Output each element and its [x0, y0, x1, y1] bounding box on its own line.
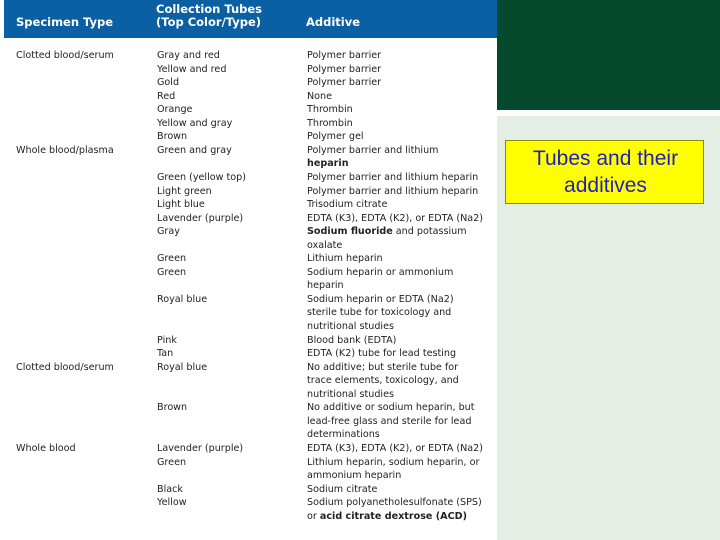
row-additive: Polymer barrier — [307, 50, 382, 61]
row-tube: Yellow and red — [157, 63, 227, 75]
row-tube: Gray — [157, 226, 180, 238]
row-additive: Blood bank (EDTA) — [307, 334, 397, 346]
row-additive: nutritional studies — [307, 321, 394, 332]
row-tube: Gray and red — [157, 50, 220, 61]
row-additive: Polymer barrier and lithium heparin — [307, 171, 479, 183]
row-additive: lead-free glass and sterile for lead — [307, 415, 472, 427]
row-tube: Tan — [157, 348, 174, 360]
row-additive: Polymer barrier — [307, 63, 382, 75]
row-additive: EDTA (K2) tube for lead testing — [307, 348, 457, 360]
row-tube: Royal blue — [157, 361, 208, 373]
row-tube: Red — [157, 90, 176, 102]
row-tube: Light blue — [157, 199, 205, 211]
row-tube: Green — [157, 266, 187, 278]
row-additive: ammonium heparin — [307, 470, 402, 482]
row-tube: Royal blue — [157, 293, 208, 305]
row-tube: Gold — [157, 77, 180, 89]
row-specimen: Whole blood — [16, 442, 76, 454]
row-additive: Sodium heparin or EDTA (Na2) — [307, 293, 454, 305]
row-tube: Pink — [157, 334, 177, 346]
row-tube: Brown — [157, 131, 188, 143]
row-specimen: Clotted blood/serum — [16, 50, 114, 61]
row-specimen: Whole blood/plasma — [16, 144, 114, 156]
row-specimen: Clotted blood/serum — [16, 361, 114, 373]
row-tube: Lavender (purple) — [157, 212, 244, 224]
row-additive: sterile tube for toxicology and — [307, 307, 452, 319]
callout-text — [506, 145, 705, 199]
green-banner — [497, 0, 720, 110]
header-collection-tubes-line2: (Top Color/Type) — [156, 15, 262, 29]
callout-box — [505, 140, 704, 204]
header-collection-tubes-line1: Collection Tubes — [156, 2, 263, 16]
row-tube: Black — [157, 483, 183, 495]
header-additive: Additive — [306, 15, 361, 29]
row-tube: Green — [157, 456, 187, 468]
row-additive: EDTA (K3), EDTA (K2), or EDTA (Na2) — [307, 442, 483, 454]
row-additive: heparin — [307, 280, 344, 292]
row-tube: Lavender (purple) — [157, 442, 244, 454]
row-tube: Yellow and gray — [157, 117, 233, 129]
table-header — [4, 0, 497, 38]
callout-line-1: Tubes and their — [532, 147, 679, 170]
row-additive: No additive or sodium heparin, but — [307, 402, 475, 414]
row-additive: Thrombin — [307, 117, 353, 129]
row-additive: determinations — [307, 429, 380, 441]
row-tube: Brown — [157, 402, 188, 414]
row-tube: Orange — [157, 104, 193, 116]
row-additive: No additive; but sterile tube for — [307, 361, 459, 373]
row-additive: Sodium polyanetholesulfonate (SPS) — [307, 497, 482, 509]
row-additive: nutritional studies — [307, 388, 394, 400]
header-collection-tubes — [156, 3, 262, 29]
row-tube: Light green — [157, 185, 212, 197]
row-additive: Trisodium citrate — [307, 199, 388, 211]
row-additive: heparin — [307, 158, 349, 170]
row-additive: Sodium heparin or ammonium — [307, 266, 454, 278]
row-additive: EDTA (K3), EDTA (K2), or EDTA (Na2) — [307, 212, 483, 224]
row-additive: or acid citrate dextrose (ACD) — [307, 510, 467, 522]
row-additive: Sodium citrate — [307, 483, 378, 495]
row-additive: Polymer barrier and lithium heparin — [307, 185, 479, 197]
row-additive: Polymer barrier and lithium — [307, 144, 439, 156]
row-tube: Yellow — [157, 497, 187, 509]
row-additive: Lithium heparin — [307, 253, 383, 265]
row-additive: oxalate — [307, 239, 343, 251]
row-additive: Sodium fluoride and potassium — [307, 226, 467, 238]
row-additive: Polymer barrier — [307, 77, 382, 89]
header-specimen-type: Specimen Type — [16, 15, 114, 29]
row-additive: Lithium heparin, sodium heparin, or — [307, 456, 480, 468]
row-additive: trace elements, toxicology, and — [307, 375, 459, 387]
row-additive: Polymer gel — [307, 131, 364, 143]
row-tube: Green and gray — [157, 144, 232, 156]
row-tube: Green — [157, 253, 187, 265]
callout-line-2: additives — [564, 174, 647, 197]
row-tube: Green (yellow top) — [157, 171, 246, 183]
row-additive: Thrombin — [307, 104, 353, 116]
row-additive: None — [307, 90, 333, 102]
